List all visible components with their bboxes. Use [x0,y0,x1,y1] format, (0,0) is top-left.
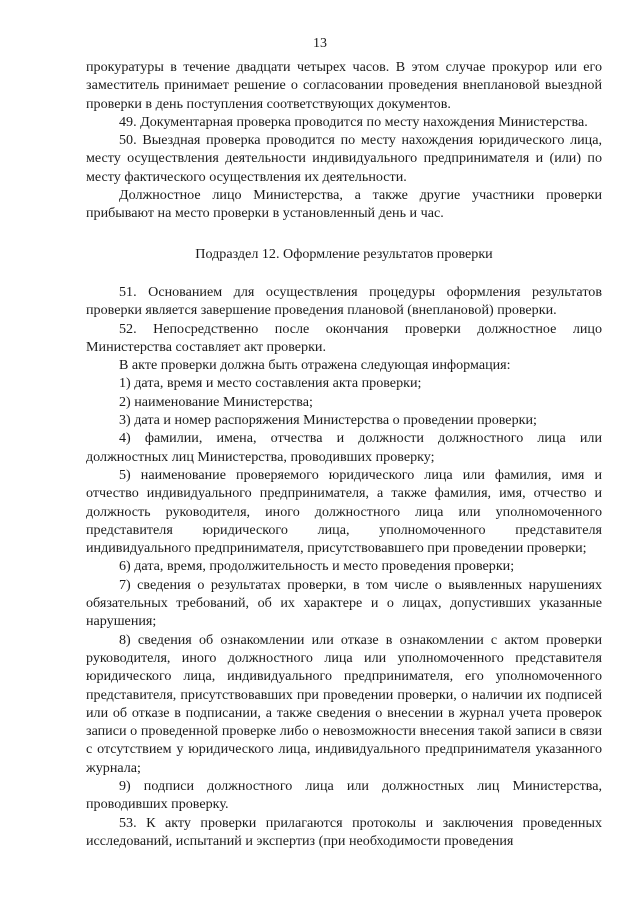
paragraph-52: 52. Непосредственно после окончания проверки должностное лицо Министерства составляет акт проверки. [86,320,602,355]
page-number: 13 [313,36,327,51]
paragraph-49: 49. Документарная проверка проводится по месту нахождения Министерства. [119,113,588,130]
list-item-8: 8) сведения об ознакомлении или отказе в ознакомлении с актом проверки руководителя, иного должностного лица или уполномоченного представителя юридического лица, индивидуального предпринимателя, его уполномоченного представителя, присутствовавших при проведении проверки, о наличии их подписей или об отказе в подписании, а также сведения о внесении в журнал учета проверок записи о проведенной проверке либо о невозможности внесения такой записи в связи с отсутствием у юридического лица, индивидуального предпринимателя указанного журнала; [86,631,602,776]
list-item-7: 7) сведения о результатах проверки, в том числе о выявленных нарушениях обязательных требований, об их характере и о лицах, допустивших указанные нарушения; [86,576,602,630]
list-item-1: 1) дата, время и место составления акта проверки; [119,375,422,392]
list-item-9: 9) подписи должностного лица или должностных лиц Министерства, проводивших проверку. [86,777,602,813]
list-item-6: 6) дата, время, продолжительность и место проведения проверки; [119,558,515,575]
paragraph-53: 53. К акту проверки прилагаются протоколы и заключения проведенных исследований, испытаний и экспертиз (при необходимости проведения [86,814,602,849]
paragraph-arrival: Должностное лицо Министерства, а также другие участники проверки прибывают на место проверки в установленный день и час. [86,187,602,222]
list-item-2: 2) наименование Министерства; [119,393,313,410]
paragraph-continuation: прокуратуры в течение двадцати четырех часов. В этом случае прокурор или его заместитель принимает решение о согласовании проведения внеплановой выездной проверки в день поступления соответствующих документов. [86,59,602,112]
document-body [86,58,602,850]
paragraph-50: 50. Выездная проверка проводится по месту нахождения юридического лица, месту осуществления деятельности индивидуального предпринимателя и (или) по месту фактического осуществления их деятельности. [86,132,602,185]
list-item-4: 4) фамилии, имена, отчества и должности должностного лица или должностных лиц Министерства, проводивших проверку; [86,430,602,465]
list-item-3: 3) дата и номер распоряжения Министерства о проведении проверки; [119,412,537,429]
subsection-heading: Подраздел 12. Оформление результатов проверки [195,245,493,262]
paragraph-act-info-intro: В акте проверки должна быть отражена следующая информация: [119,357,511,374]
list-item-5: 5) наименование проверяемого юридического лица или фамилия, имя и отчество индивидуального предпринимателя, а также фамилия, имя, отчество и должность руководителя, иного должностного лица или уполномоченного представителя юридического лица, уполномоченного представителя индивидуального предпринимателя, присутствовавшего при проведении проверки; [86,466,602,557]
paragraph-51: 51. Основанием для осуществления процедуры оформления результатов проверки является завершение проведения плановой (внеплановой) проверки. [86,283,602,319]
